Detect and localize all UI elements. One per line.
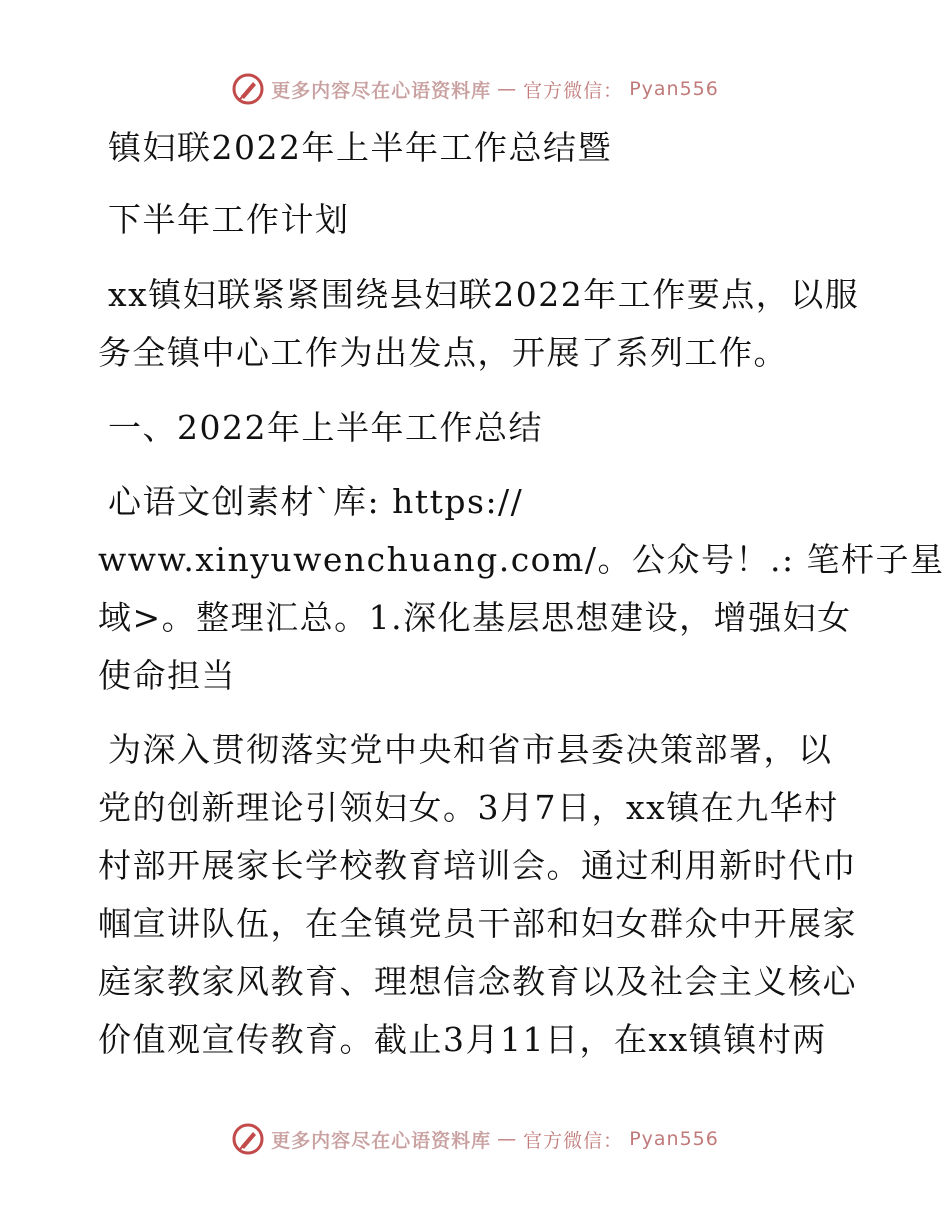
- source-line: www.xinyuwenchuang.com/。公众号！.: 笔杆子星: [98, 540, 945, 579]
- section1-heading: 一、2022年上半年工作总结: [108, 408, 543, 447]
- doc-title-line-2: 下半年工作计划: [108, 200, 350, 239]
- pen-logo-icon: [231, 1122, 265, 1156]
- intro-line: xx镇妇联紧紧围绕县妇联2022年工作要点，以服: [108, 275, 860, 314]
- para1-line: 价值观宣传教育。截止3月11日，在xx镇镇村两: [98, 1020, 827, 1059]
- watermark-text-right: 官方微信：: [523, 79, 624, 102]
- watermark-dash: —: [497, 78, 518, 100]
- watermark-text-left: 更多内容尽在心语资料库: [271, 1129, 492, 1152]
- para1-line: 庭家教家风教育、理想信念教育以及社会主义核心: [98, 962, 857, 1001]
- para1-line: 帼宣讲队伍，在全镇党员干部和妇女群众中开展家: [98, 904, 857, 943]
- watermark-wechat-id: Pyan556: [629, 1128, 719, 1150]
- pen-logo-icon: [231, 72, 265, 106]
- source-line: 心语文创素材`库: https://: [108, 482, 524, 521]
- watermark-text-left: 更多内容尽在心语资料库: [271, 79, 492, 102]
- watermark-wechat-id: Pyan556: [629, 78, 719, 100]
- source-line: 使命担当: [98, 656, 236, 695]
- intro-line: 务全镇中心工作为出发点，开展了系列工作。: [98, 333, 788, 372]
- para1-line: 为深入贯彻落实党中央和省市县委决策部署，以: [108, 730, 833, 769]
- source-line: 域>。整理汇总。1.深化基层思想建设，增强妇女: [98, 598, 852, 637]
- watermark-dash: —: [497, 1128, 518, 1150]
- doc-title-line-1: 镇妇联2022年上半年工作总结暨: [108, 128, 612, 167]
- watermark-bottom: [0, 1122, 950, 1156]
- para1-line: 村部开展家长学校教育培训会。通过利用新时代巾: [98, 846, 857, 885]
- watermark-top: [0, 72, 950, 106]
- para1-line: 党的创新理论引领妇女。3月7日，xx镇在九华村: [98, 788, 839, 827]
- watermark-text-right: 官方微信：: [523, 1129, 624, 1152]
